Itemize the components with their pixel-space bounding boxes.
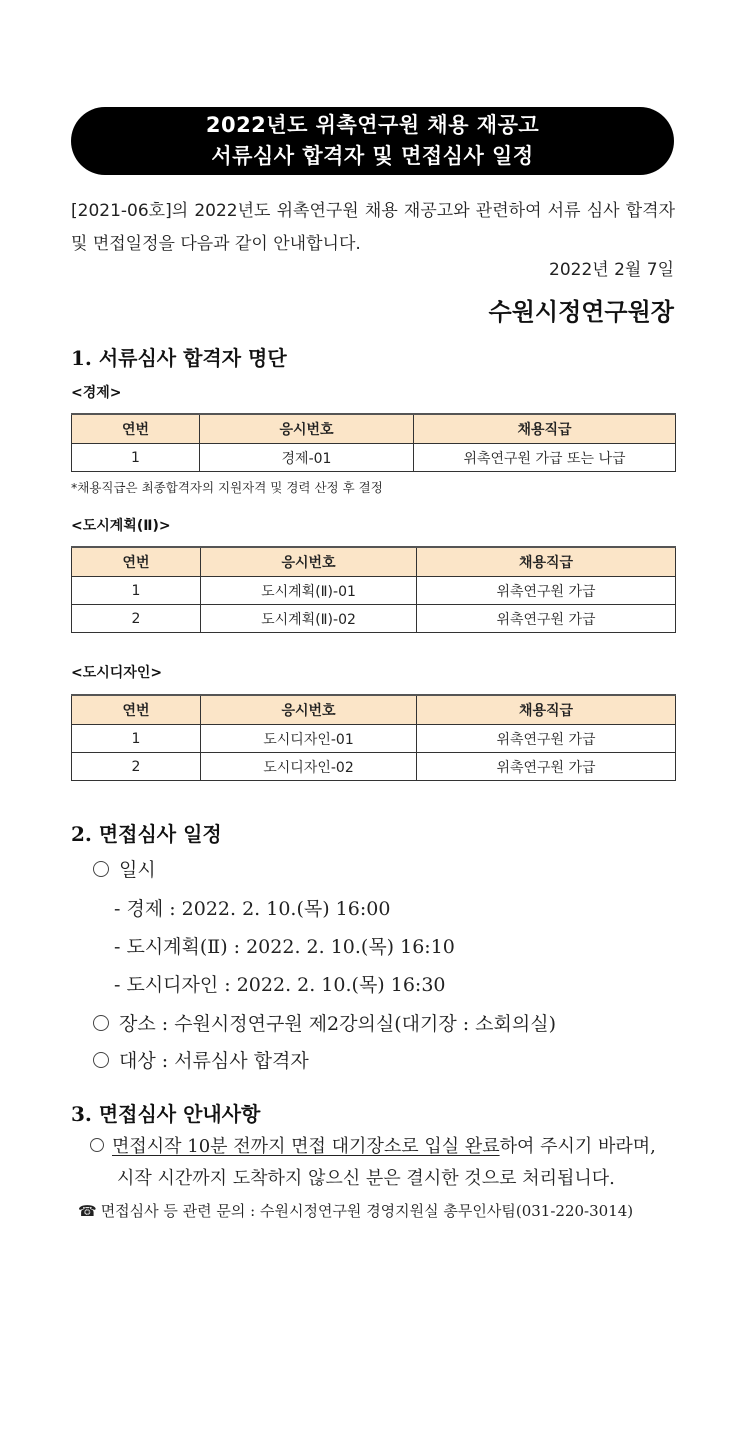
- cell-applicant-id: 도시계획(Ⅱ)-02: [201, 605, 417, 633]
- group-label-urban-design: <도시디자인>: [71, 665, 163, 681]
- notice-rest: 하여 주시기 바라며,: [499, 1136, 656, 1157]
- title-banner: [71, 107, 674, 175]
- notice-line-1: [90, 1132, 656, 1158]
- col-header-position: 채용직급: [417, 695, 676, 725]
- schedule-urban-design: - 도시디자인 : 2022. 2. 10.(목) 16:30: [114, 974, 446, 996]
- table-row: [72, 753, 676, 781]
- cell-position: 위촉연구원 가급 또는 나급: [414, 444, 676, 472]
- col-header-no: 연번: [72, 695, 201, 725]
- col-header-applicant-id: 응시번호: [201, 695, 417, 725]
- col-header-position: 채용직급: [414, 414, 676, 444]
- col-header-position: 채용직급: [417, 547, 676, 577]
- cell-no: 2: [72, 605, 201, 633]
- cell-no: 2: [72, 753, 201, 781]
- cell-applicant-id: 도시디자인-02: [201, 753, 417, 781]
- place-item: [93, 1009, 556, 1036]
- table-row: [72, 605, 676, 633]
- title-line-1: 2022년도 위촉연구원 채용 재공고: [205, 113, 540, 137]
- col-header-no: 연번: [72, 414, 200, 444]
- intro-paragraph: [2021-06호]의 2022년도 위촉연구원 채용 재공고와 관련하여 서류 심사 합격자 및 면접일정을 다음과 같이 안내합니다.: [71, 201, 675, 254]
- target-text: 대상 : 서류심사 합격자: [119, 1050, 309, 1072]
- table-header-row: [72, 547, 676, 577]
- table-header-row: [72, 695, 676, 725]
- place-text: 장소 : 수원시정연구원 제2강의실(대기장 : 소회의실): [119, 1013, 556, 1035]
- contact-text: 면접심사 등 관련 문의 : 수원시정연구원 경영지원실 총무인사팀(031-220-3014): [100, 1202, 634, 1220]
- position-footnote: *채용직급은 최종합격자의 지원자격 및 경력 산정 후 결정: [71, 480, 383, 495]
- section-3-title: 3. 면접심사 안내사항: [71, 1102, 261, 1126]
- cell-applicant-id: 도시계획(Ⅱ)-01: [201, 577, 417, 605]
- col-header-applicant-id: 응시번호: [200, 414, 414, 444]
- cell-no: 1: [72, 725, 201, 753]
- contact-line: [78, 1200, 633, 1221]
- datetime-item: [93, 855, 156, 882]
- datetime-label: 일시: [119, 859, 156, 881]
- col-header-applicant-id: 응시번호: [201, 547, 417, 577]
- circle-bullet-icon: [93, 1015, 109, 1031]
- cell-no: 1: [72, 444, 200, 472]
- group-label-economy: <경제>: [71, 385, 122, 401]
- table-urban-design: [71, 694, 676, 781]
- table-urban-planning: [71, 546, 676, 633]
- table-economy: [71, 413, 676, 472]
- table-header-row: [72, 414, 676, 444]
- circle-bullet-icon: [90, 1138, 104, 1152]
- cell-no: 1: [72, 577, 201, 605]
- table-row: [72, 725, 676, 753]
- cell-position: 위촉연구원 가급: [417, 753, 676, 781]
- group-label-urban-planning: <도시계획(Ⅱ)>: [71, 518, 171, 534]
- schedule-urban-planning: - 도시계획(Ⅱ) : 2022. 2. 10.(목) 16:10: [114, 936, 455, 958]
- cell-applicant-id: 경제-01: [200, 444, 414, 472]
- col-header-no: 연번: [72, 547, 201, 577]
- table-row: [72, 577, 676, 605]
- notice-date: 2022년 2월 7일: [549, 260, 674, 280]
- phone-icon: ☎: [78, 1202, 97, 1220]
- schedule-economy: - 경제 : 2022. 2. 10.(목) 16:00: [114, 898, 391, 920]
- cell-applicant-id: 도시디자인-01: [201, 725, 417, 753]
- section-1-title: 1. 서류심사 합격자 명단: [71, 346, 287, 370]
- notice-line-2: 시작 시간까지 도착하지 않으신 분은 결시한 것으로 처리됩니다.: [117, 1168, 615, 1189]
- section-2-title: 2. 면접심사 일정: [71, 822, 222, 846]
- title-line-2: 서류심사 합격자 및 면접심사 일정: [211, 144, 534, 168]
- table-row: [72, 444, 676, 472]
- signer: 수원시정연구원장: [488, 297, 674, 326]
- cell-position: 위촉연구원 가급: [417, 605, 676, 633]
- circle-bullet-icon: [93, 861, 109, 877]
- circle-bullet-icon: [93, 1052, 109, 1068]
- cell-position: 위촉연구원 가급: [417, 725, 676, 753]
- target-item: [93, 1046, 309, 1073]
- notice-underlined: 면접시작 10분 전까지 면접 대기장소로 입실 완료: [112, 1136, 500, 1157]
- cell-position: 위촉연구원 가급: [417, 577, 676, 605]
